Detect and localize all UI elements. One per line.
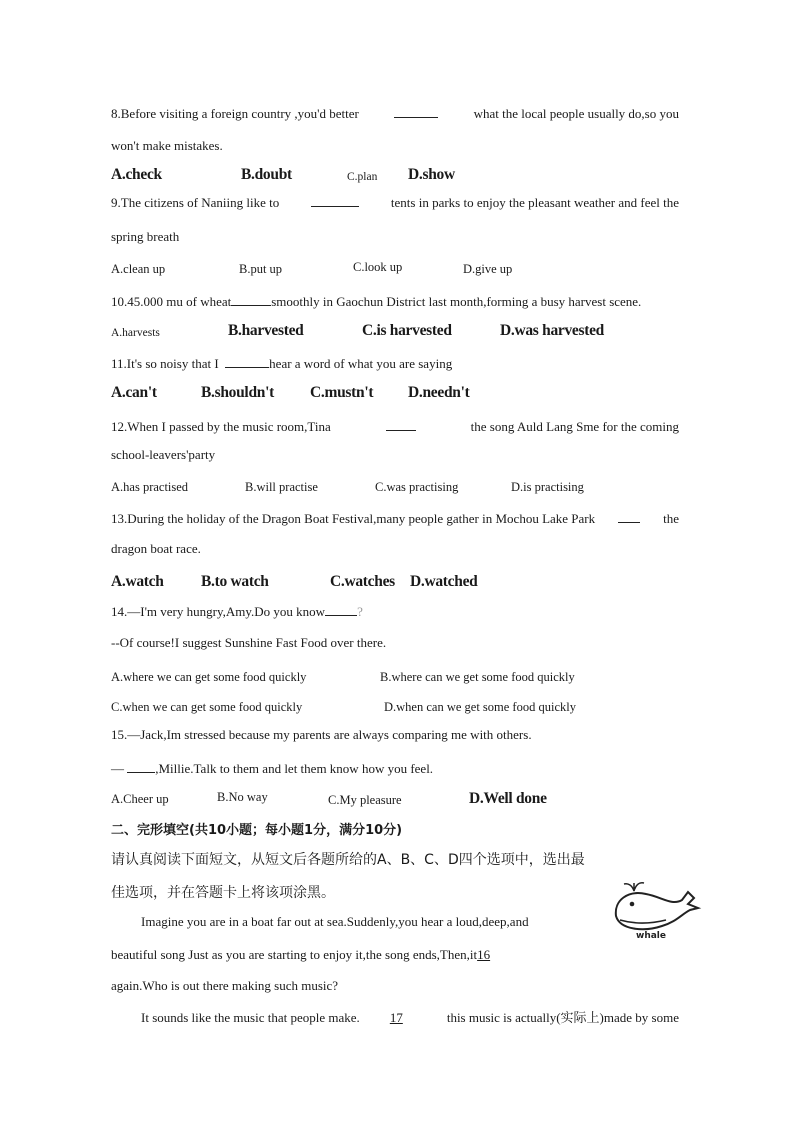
q9-text-2: tents in parks to enjoy the pleasant weather and feel the xyxy=(390,195,679,210)
q12-option-b: B.will practise xyxy=(245,480,318,494)
section-2-heading: 二、完形填空(共10小题；每小题1分，满分10分) xyxy=(111,823,403,838)
question-11-stem xyxy=(111,356,679,372)
q15-option-a: A.Cheer up xyxy=(111,792,169,806)
passage-line-2-text: beautiful song Just as you are starting to enjoy it,the song ends,Then,it xyxy=(111,947,478,962)
question-8-stem xyxy=(111,106,679,122)
q11-text-2: hear a word of what you are saying xyxy=(269,356,453,371)
q12-option-a: A.has practised xyxy=(111,480,189,494)
q8-text-1: 8.Before visiting a foreign country ,you'd better xyxy=(111,106,359,121)
q15-dash: — xyxy=(111,761,124,776)
q13-option-a: A.watch xyxy=(111,573,164,590)
whale-icon xyxy=(610,878,702,942)
q12-text-1: 12.When I passed by the music room,Tina xyxy=(111,419,331,434)
q8-option-b: B.doubt xyxy=(241,166,292,183)
q8-text-3: won't make mistakes. xyxy=(111,138,223,153)
q15-option-b: B.No way xyxy=(217,790,268,804)
answer-blank xyxy=(394,106,438,118)
question-10-stem xyxy=(111,294,679,310)
passage-line-3: again.Who is out there making such music? xyxy=(111,978,339,993)
q12-text-2: the song Auld Lang Sme for the coming xyxy=(470,419,679,434)
question-13-stem xyxy=(111,511,679,527)
q10-text-1: 10.45.000 mu of wheat xyxy=(111,294,232,309)
q12-option-c: C.was practising xyxy=(375,480,459,494)
q9-option-a: A.clean up xyxy=(111,262,166,276)
q9-text-3: spring breath xyxy=(111,229,180,244)
question-14-stem xyxy=(111,604,679,620)
blank-16: 16 xyxy=(477,947,491,962)
q10-option-c: C.is harvested xyxy=(362,322,452,339)
q13-text-2: the xyxy=(663,511,679,526)
q10-option-b: B.harvested xyxy=(228,322,304,339)
q9-option-c: C.look up xyxy=(353,260,403,274)
q8-text-2: what the local people usually do,so you xyxy=(473,106,679,121)
question-15-reply xyxy=(111,761,679,777)
q11-option-a: A.can't xyxy=(111,384,157,401)
q8-option-d: D.show xyxy=(408,166,455,183)
question-12-stem xyxy=(111,419,679,435)
q8-option-a: A.check xyxy=(111,166,162,183)
q14-option-b: B.where can we get some food quickly xyxy=(380,670,575,684)
whale-caption: whale xyxy=(636,931,666,941)
q14-question-mark: ? xyxy=(357,604,363,619)
q10-option-a: A.harvests xyxy=(111,327,160,339)
q12-text-3: school-leavers'party xyxy=(111,447,216,462)
passage-line-4-text-b: this music is actually(实际上)made by some xyxy=(446,1010,679,1025)
q13-option-b: B.to watch xyxy=(201,573,269,590)
q11-option-b: B.shouldn't xyxy=(201,384,274,401)
q15-option-c: C.My pleasure xyxy=(328,793,402,807)
q14-text-1: 14.—I'm very hungry,Amy.Do you know xyxy=(111,604,326,619)
q13-option-d: D.watched xyxy=(410,573,478,590)
passage-line-2 xyxy=(111,947,581,963)
section-2-instruction-line-2: 佳选项，并在答题卡上将该项涂黑。 xyxy=(111,885,335,901)
question-9-stem xyxy=(111,195,679,211)
passage-line-1 xyxy=(141,914,597,930)
answer-blank xyxy=(325,604,357,616)
whale-illustration xyxy=(610,878,702,942)
q14-option-a: A.where we can get some food quickly xyxy=(111,670,307,684)
answer-blank xyxy=(618,511,640,523)
q11-option-c: C.mustn't xyxy=(310,384,374,401)
section-2-instruction-line-1: 请认真阅读下面短文，从短文后各题所给的A、B、C、D四个选项中，选出最 xyxy=(111,852,585,868)
answer-blank xyxy=(231,294,271,306)
answer-blank xyxy=(225,356,269,368)
q12-option-d: D.is practising xyxy=(511,480,584,494)
passage-line-4-text-a: It sounds like the music that people make. xyxy=(141,1010,360,1025)
q9-option-b: B.put up xyxy=(239,262,283,276)
blank-17: 17 xyxy=(389,1010,403,1025)
passage-line-1-text: Imagine you are in a boat far out at sea.Suddenly,you hear a loud,deep,and xyxy=(141,914,529,929)
q13-option-c: C.watches xyxy=(330,573,395,590)
q15-text-1: 15.—Jack,Im stressed because my parents are always comparing me with others. xyxy=(111,727,532,742)
q14-text-2: --Of course!I suggest Sunshine Fast Food over there. xyxy=(111,635,387,650)
q11-option-d: D.needn't xyxy=(408,384,470,401)
q8-option-c: C.plan xyxy=(347,171,378,183)
q15-text-2: ,Millie.Talk to them and let them know how you feel. xyxy=(155,761,434,776)
answer-blank xyxy=(311,195,359,207)
q9-option-d: D.give up xyxy=(463,262,513,276)
q10-option-d: D.was harvested xyxy=(500,322,604,339)
answer-blank xyxy=(386,419,416,431)
q15-option-d: D.Well done xyxy=(469,790,547,807)
q11-text-1: 11.It's so noisy that I xyxy=(111,356,219,371)
q13-text-3: dragon boat race. xyxy=(111,541,201,556)
answer-blank xyxy=(127,761,155,773)
q9-text-1: 9.The citizens of Naniing like to xyxy=(111,195,280,210)
q14-option-d: D.when can we get some food quickly xyxy=(384,700,576,714)
q10-text-2: smoothly in Gaochun District last month,forming a busy harvest scene. xyxy=(271,294,642,309)
q13-text-1: 13.During the holiday of the Dragon Boat Festival,many people gather in Mochou Lake Park xyxy=(111,511,596,526)
passage-line-4 xyxy=(141,1010,679,1026)
q14-option-c: C.when we can get some food quickly xyxy=(111,700,303,714)
